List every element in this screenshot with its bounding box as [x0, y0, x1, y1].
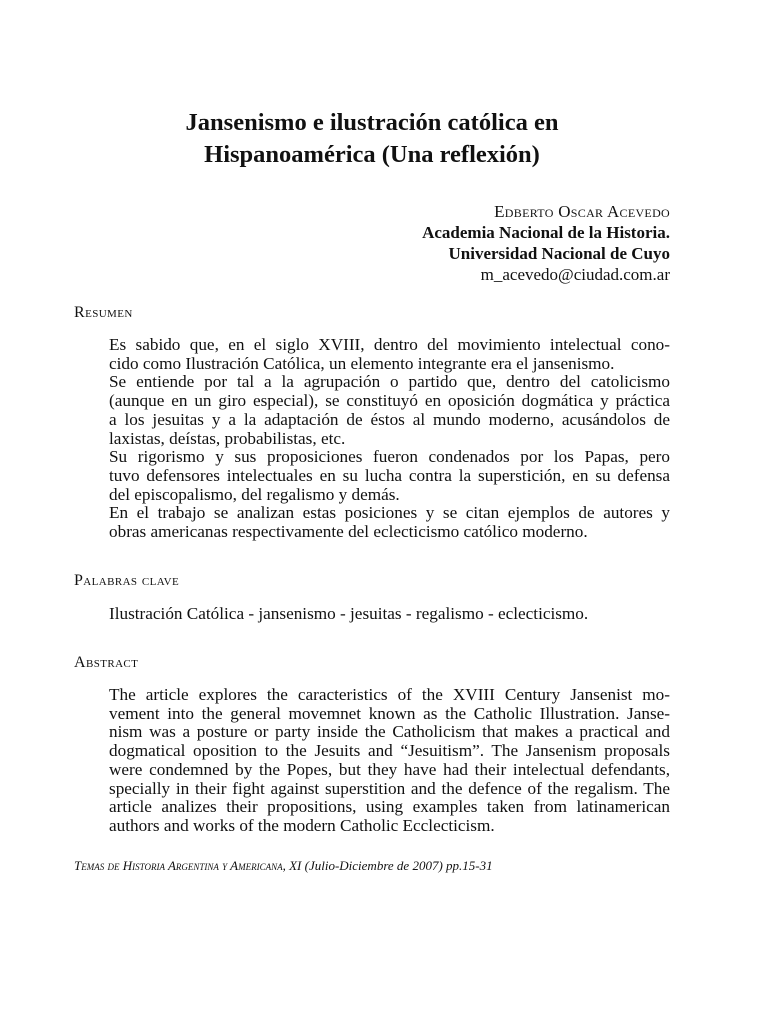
text-line: cido como Ilustración Católica, un elemento integrante era el jansenismo.	[109, 353, 615, 373]
author-affiliation-academia: Academia Nacional de la Historia.	[422, 223, 670, 242]
article-title-line-2: Hispanoamérica (Una reflexión)	[204, 141, 540, 168]
resumen-paragraph-3	[74, 448, 670, 504]
text-line: vement into the general movemnet known as the Catholic Illustration. Janse-	[109, 703, 670, 723]
author-name: Edberto Oscar Acevedo	[494, 202, 670, 221]
keywords-heading: Palabras clave	[74, 572, 180, 589]
abstract-body	[74, 686, 670, 836]
journal-citation	[74, 858, 493, 874]
resumen-paragraph-4	[74, 504, 670, 541]
text-line: tuvo defensores intelectuales en su lucha contra la superstición, en su defensa	[109, 465, 670, 485]
text-line: Es sabido que, en el siglo XVIII, dentro del movimiento intelectual cono-	[109, 335, 670, 354]
journal-name: Temas de Historia Argentina y Americana	[74, 858, 283, 873]
resumen-body	[74, 336, 670, 542]
text-line: article analizes their propositions, using examples taken from latinamerican	[109, 797, 670, 817]
text-line: obras americanas respectivamente del eclecticismo católico moderno.	[109, 522, 588, 542]
text-line: authors and works of the modern Catholic Ecclecticism.	[109, 815, 495, 835]
text-line: The article explores the caracteristics of the XVIII Century Jansenist mo-	[109, 685, 670, 704]
author-email: m_acevedo@ciudad.com.ar	[480, 265, 670, 284]
resumen-heading: Resumen	[74, 304, 133, 321]
text-line: specially in their fight against superstition and the defence of the regalism. The	[109, 778, 670, 798]
text-line: del episcopalismo, del regalismo y demás.	[109, 484, 400, 504]
text-line: Su rigorismo y sus proposiciones fueron condenados por los Papas, pero	[109, 447, 670, 467]
author-block	[422, 201, 670, 285]
abstract-paragraph	[74, 686, 670, 836]
text-line: laxistas, deístas, probabilistas, etc.	[109, 428, 346, 448]
text-line: Se entiende por tal a la agrupación o partido que, dentro del catolicismo	[109, 372, 670, 392]
article-title	[74, 107, 670, 171]
resumen-paragraph-2	[74, 373, 670, 448]
keywords-list: Ilustración Católica - jansenismo - jesuitas - regalismo - eclecticismo.	[109, 604, 589, 623]
text-line: En el trabajo se analizan estas posiciones y se citan ejemplos de autores y	[109, 503, 670, 523]
text-line: (aunque en un giro especial), se constituyó en oposición dogmática y práctica	[109, 391, 670, 411]
article-title-line-1: Jansenismo e ilustración católica en	[185, 109, 559, 136]
abstract-heading: Abstract	[74, 654, 139, 671]
author-affiliation-university: Universidad Nacional de Cuyo	[448, 244, 670, 263]
text-line: nism was a posture or party inside the Catholicism that makes a practical and	[109, 722, 670, 742]
journal-issue-pages: , XI (Julio-Diciembre de 2007) pp.15-31	[282, 858, 493, 873]
text-line: dogmatical oposition to the Jesuits and “Jesuitism”. The Jansenism proposals	[109, 741, 670, 761]
text-line: were condemned by the Popes, but they have had their intelectual defendants,	[109, 759, 670, 779]
text-line: a los jesuitas y a la adaptación de éstos al mundo moderno, acusándolos de	[109, 409, 670, 429]
resumen-paragraph-1	[74, 336, 670, 373]
